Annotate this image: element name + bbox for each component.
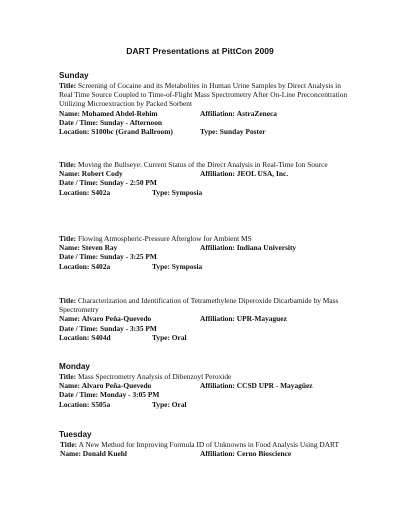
entry-name: Steven Ray	[81, 243, 118, 253]
title-label: Title:	[59, 81, 77, 90]
entry-datetime: Sunday - 2:50 PM	[100, 178, 157, 188]
entry-affiliation: Indiana University	[236, 243, 297, 253]
affiliation-label: Affiliation:	[200, 169, 235, 179]
title-label: Title:	[59, 372, 77, 381]
presentation-entry	[59, 296, 349, 342]
datetime-label: Date / Time:	[59, 178, 99, 188]
entry-affiliation: Cerno Bioscience	[236, 449, 292, 459]
entry-location-line	[59, 127, 349, 136]
title-label: Title:	[59, 160, 77, 169]
entry-affiliation: JEOL USA, Inc.	[236, 169, 289, 179]
entry-location: S505a	[91, 399, 111, 409]
entry-name: Alvaro Peña-Quevedo	[81, 381, 152, 391]
entry-location: S402a	[91, 261, 111, 271]
day-heading-monday: Monday	[59, 362, 90, 371]
entry-datetime: Sunday - 3:25 PM	[100, 252, 157, 262]
affiliation-label: Affiliation:	[200, 449, 235, 459]
title-label: Title:	[59, 234, 77, 243]
entry-datetime-line	[59, 118, 349, 127]
entry-title: Screening of Cocaine and its Metabolites in Human Urine Samples by Direct Analysis in Real Time Source Coupled to Time-of-Flight Mass Spectrometry After On-Line Preconcentration Utilizing Microextraction by Packed Sorbent	[59, 81, 348, 109]
name-label: Name:	[59, 314, 80, 324]
entry-datetime-line	[59, 390, 349, 399]
entry-type: Oral	[171, 399, 187, 409]
entry-name-line	[59, 314, 349, 323]
presentation-entry	[59, 234, 349, 271]
title-label: Title:	[60, 440, 78, 449]
entry-datetime: Sunday - Afternoon	[100, 117, 163, 127]
location-label: Location:	[59, 261, 90, 271]
entry-location: S100bc (Grand Ballroom)	[91, 126, 173, 136]
type-label: Type:	[152, 261, 170, 271]
entry-name: Alvaro Peña-Quevedo	[81, 314, 152, 324]
title-label: Title:	[59, 296, 77, 305]
datetime-label: Date / Time:	[59, 323, 99, 333]
location-label: Location:	[59, 399, 90, 409]
entry-type: Symposia	[171, 261, 203, 271]
entry-location-line	[59, 188, 349, 197]
presentation-entry	[59, 81, 349, 136]
day-heading-tuesday: Tuesday	[59, 430, 92, 439]
entry-affiliation: AstraZeneca	[236, 108, 277, 118]
entry-title: Flowing Atmospheric-Pressure Afterglow for Ambient MS	[77, 234, 252, 243]
type-label: Type:	[152, 332, 170, 342]
datetime-label: Date / Time:	[59, 252, 99, 262]
entry-affiliation: CCSD UPR - Mayagüez	[236, 381, 313, 391]
datetime-label: Date / Time:	[59, 117, 99, 127]
entry-location: S404d	[91, 332, 111, 342]
entry-title-line	[59, 160, 349, 169]
type-label: Type:	[152, 399, 170, 409]
entry-datetime: Sunday - 3:35 PM	[100, 323, 157, 333]
entry-title: Mass Spectrometry Analysis of Dibenzoyl Peroxide	[77, 372, 232, 381]
entry-title-line	[60, 440, 350, 449]
day-heading-sunday: Sunday	[59, 71, 89, 80]
entry-location-line	[59, 262, 349, 271]
entry-title: A New Method for Improving Formula ID of Unknowns in Food Analysis Using DART	[78, 440, 340, 449]
entry-datetime-line	[59, 252, 349, 261]
name-label: Name:	[59, 108, 80, 118]
entry-location: S402a	[91, 187, 111, 197]
location-label: Location:	[59, 187, 90, 197]
name-label: Name:	[59, 381, 80, 391]
entry-type: Symposia	[171, 187, 203, 197]
entry-title-line	[59, 81, 349, 109]
entry-name: Robert Cody	[81, 169, 123, 179]
entry-datetime-line	[59, 178, 349, 187]
location-label: Location:	[59, 332, 90, 342]
entry-name-line	[59, 109, 349, 118]
entry-name-line	[59, 169, 349, 178]
entry-name-line	[60, 449, 350, 458]
entry-title-line	[59, 372, 349, 381]
name-label: Name:	[60, 449, 81, 459]
presentation-entry	[59, 160, 349, 197]
entry-location-line	[59, 333, 349, 342]
entry-name-line	[59, 243, 349, 252]
affiliation-label: Affiliation:	[200, 108, 235, 118]
name-label: Name:	[59, 169, 80, 179]
type-label: Type:	[200, 126, 218, 136]
entry-name: Mohamed Abdel-Rehim	[81, 108, 158, 118]
entry-title-line	[59, 296, 349, 314]
affiliation-label: Affiliation:	[200, 243, 235, 253]
type-label: Type:	[152, 187, 170, 197]
entry-datetime-line	[59, 324, 349, 333]
entry-title: Moving the Bullseye: Current Status of the Direct Analysis in Real-Time Ion Source	[77, 160, 328, 169]
entry-name-line	[59, 381, 349, 390]
entry-type: Oral	[171, 332, 187, 342]
entry-name: Donald Kuehl	[82, 449, 127, 459]
name-label: Name:	[59, 243, 80, 253]
affiliation-label: Affiliation:	[200, 314, 235, 324]
presentation-entry	[59, 372, 349, 409]
datetime-label: Date / Time:	[59, 390, 99, 400]
entry-datetime: Monday - 3:05 PM	[100, 390, 160, 400]
entry-title: Characterization and Identification of Tetramethylene Diperoxide Dicarbamide by Mass Spectrometry	[59, 296, 339, 315]
affiliation-label: Affiliation:	[200, 381, 235, 391]
document-title: DART Presentations at PittCon 2009	[126, 46, 274, 56]
entry-location-line	[59, 400, 349, 409]
entry-affiliation: UPR-Mayaguez	[236, 314, 287, 324]
entry-title-line	[59, 234, 349, 243]
entry-type: Sunday Poster	[219, 126, 266, 136]
presentation-entry	[60, 440, 350, 458]
location-label: Location:	[59, 126, 90, 136]
